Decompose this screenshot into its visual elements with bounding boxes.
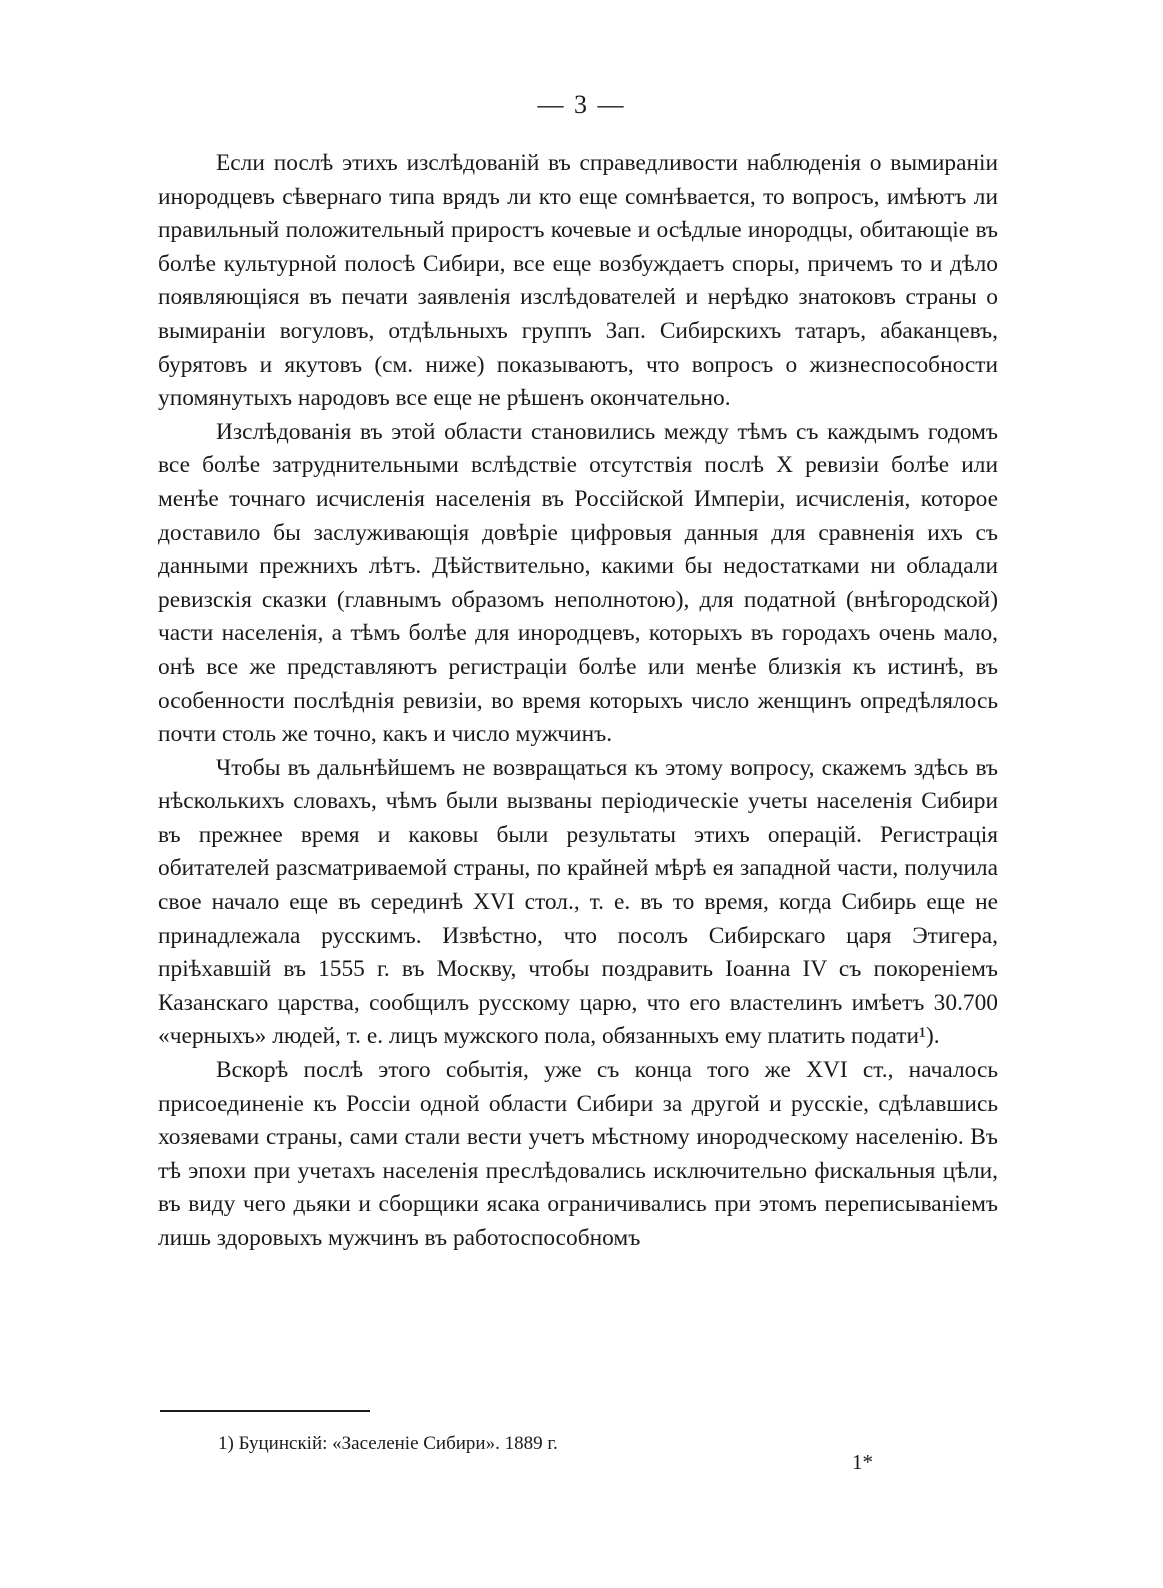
page-number: — 3 — [537, 90, 626, 119]
paragraph-1: Если послѣ этихъ изслѣдованій въ справедливости наблюденія о вымираніи инородцевъ сѣвернаго типа врядъ ли кто еще сомнѣвается, то вопросъ, имѣютъ ли правильный положительный приростъ кочевые и осѣдлые инородцы, обитающіе въ болѣе культурной полосѣ Сибири, все еще возбуждаетъ споры, причемъ то и дѣло появляющіяся въ печати заявленія изслѣдователей и нерѣдко знатоковъ страны о вымираніи вогуловъ, отдѣльныхъ группъ Зап. Сибирскихъ татаръ, абаканцевъ, бурятовъ и якутовъ (см. ниже) показываютъ, что вопросъ о жизнеспособности упомянутыхъ народовъ все еще не рѣшенъ окончательно. [158, 150, 998, 412]
main-text [158, 147, 998, 1256]
paragraph-3: Чтобы въ дальнѣйшемъ не возвращаться къ этому вопросу, скажемъ здѣсь въ нѣсколькихъ словахъ, чѣмъ были вызваны періодическіе учеты населенія Сибири въ прежнее время и каковы были результаты этихъ операцій. Регистрація обитателей разсматриваемой страны, по крайней мѣрѣ ея западной части, получила свое начало еще въ серединѣ XVI стол., т. е. въ то время, когда Сибирь еще не принадлежала русскимъ. Извѣстно, что посолъ Сибирскаго царя Этигера, пріѣхавшій въ 1555 г. въ Москву, чтобы поздравить Іоанна IV съ покореніемъ Казанскаго царства, сообщилъ русскому царю, что его властелинъ имѣетъ 30.700 «черныхъ» людей, т. е. лицъ мужского пола, обязанныхъ ему платить подати¹). [158, 754, 998, 1050]
printer-signature-mark: 1* [852, 1450, 873, 1474]
paragraph-2: Изслѣдованія въ этой области становились между тѣмъ съ каждымъ годомъ все болѣе затруднительными вслѣдствіе отсутствія послѣ X ревизіи болѣе или менѣе точнаго исчисленія населенія въ Россійской Имперіи, исчисленія, которое доставило бы заслуживающія довѣріе цифровыя данныя для сравненія ихъ съ данными прежнихъ лѣтъ. Дѣйствительно, какими бы недостатками ни обладали ревизскія сказки (главнымъ образомъ неполнотою), для податной (внѣгородской) части населенія, а тѣмъ болѣе для инородцевъ, которыхъ въ городахъ очень мало, онѣ все же представляютъ регистраціи болѣе или менѣе близкія къ истинѣ, въ особенности послѣднія ревизіи, во время которыхъ число женщинъ опредѣлялось почти столь же точно, какъ и число мужчинъ. [158, 418, 998, 748]
footnote: 1) Буцинскій: «Заселеніе Сибири». 1889 г. [218, 1433, 558, 1454]
paragraph-4: Вскорѣ послѣ этого событія, уже съ конца того же XVI ст., началось присоединеніе къ Россіи одной области Сибири за другой и русскіе, сдѣлавшись хозяевами страны, сами стали вести учетъ мѣстному инородческому населенію. Въ тѣ эпохи при учетахъ населенія преслѣдовались исключительно фискальныя цѣли, въ виду чего дьяки и сборщики ясака ограничивались при этомъ переписываніемъ лишь здоровыхъ мужчинъ въ работоспособномъ [158, 1057, 998, 1251]
footnote-divider [160, 1410, 370, 1412]
